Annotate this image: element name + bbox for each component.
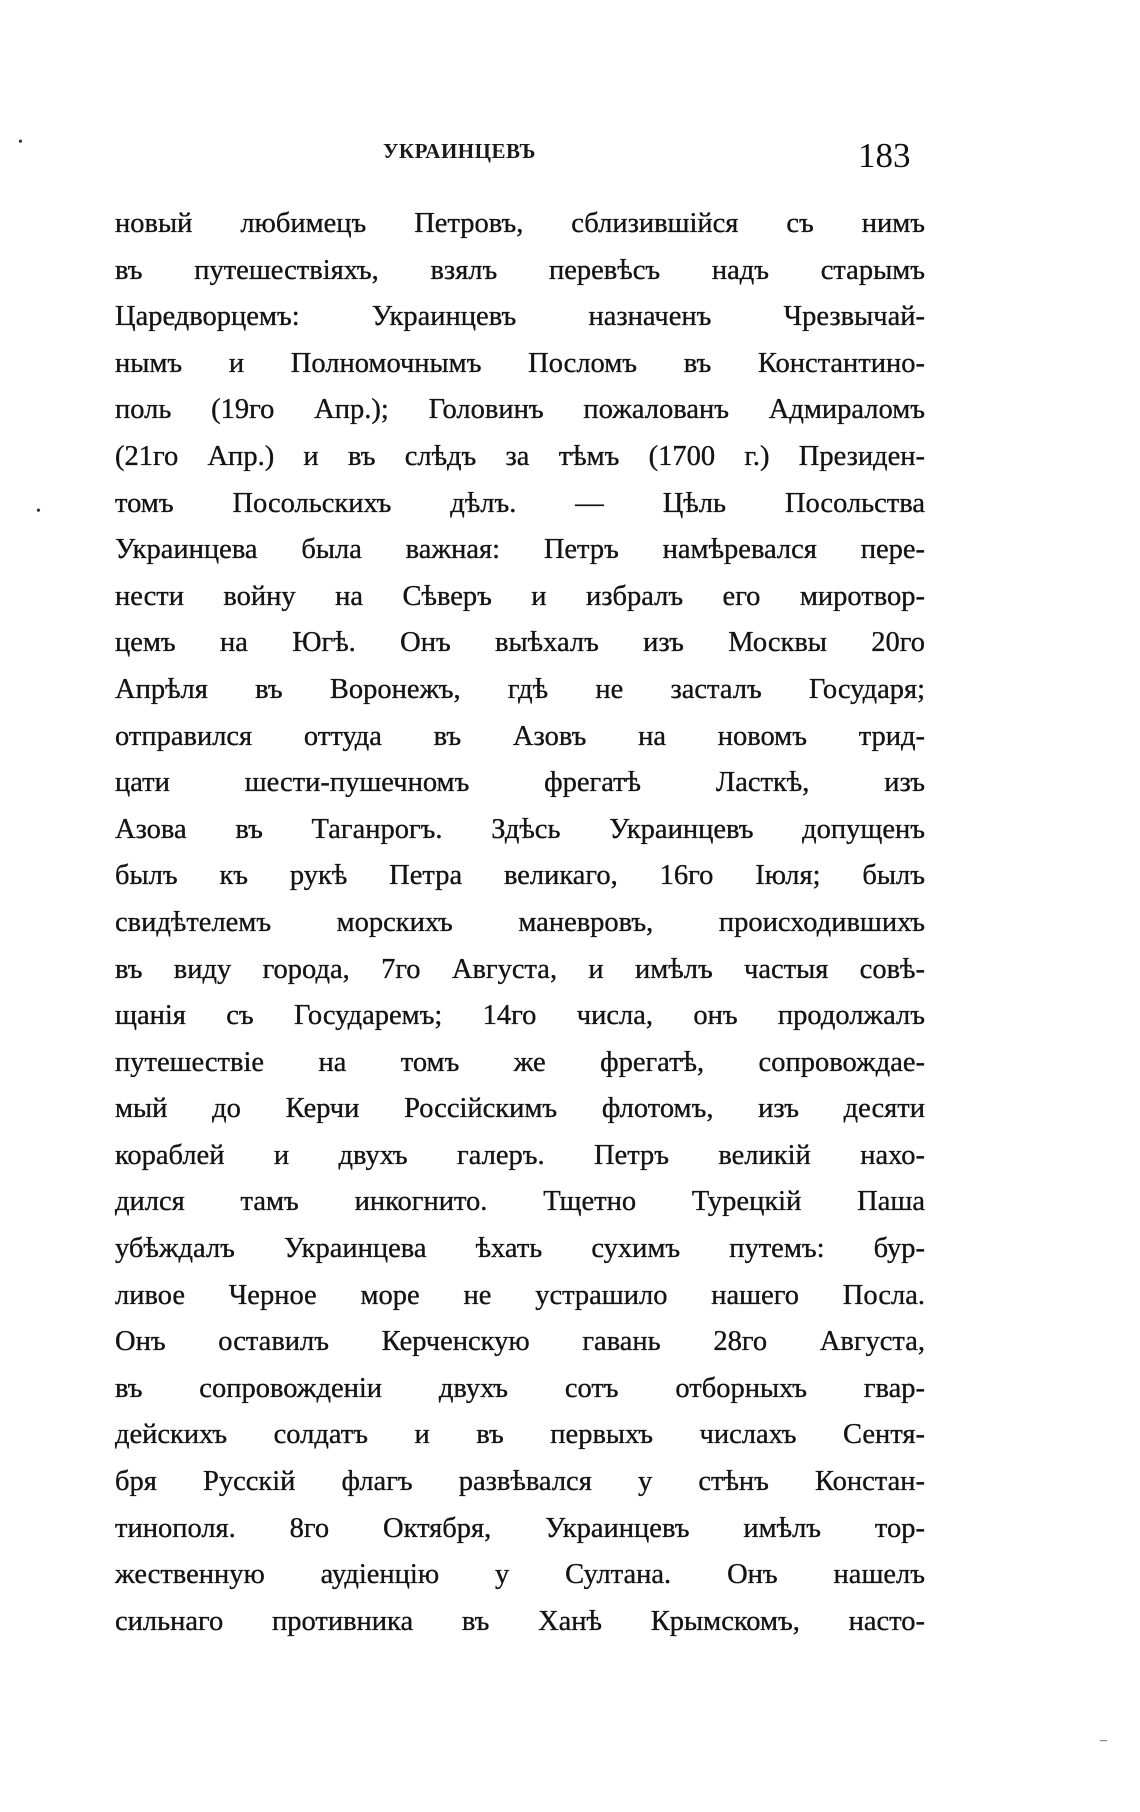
text-line: въ путешествіяхъ, взялъ перевѣсъ надъ старымъ [115,254,925,286]
text-line: томъ Посольскихъ дѣлъ. — Цѣль Посольства [115,487,925,519]
margin-speck: • [18,135,23,150]
margin-speck: – [1100,1733,1107,1748]
text-line: дейскихъ солдатъ и въ первыхъ числахъ Сентя- [115,1419,925,1451]
text-line: былъ къ рукѣ Петра великаго, 16го Іюля; былъ [115,860,925,892]
text-line: путешествіе на томъ же фрегатѣ, сопровождае- [115,1046,925,1078]
text-line: дился тамъ инкогнито. Тщетно Турецкій Паша [115,1186,925,1218]
text-line: ливое Черное море не устрашило нашего Посла. [115,1279,925,1311]
text-line: тинополя. 8го Октября, Украинцевъ имѣлъ тор- [115,1512,925,1544]
text-line: щанія съ Государемъ; 14го числа, онъ продолжалъ [115,1000,925,1032]
text-line: (21го Апр.) и въ слѣдъ за тѣмъ (1700 г.) Президен- [115,440,925,472]
text-line: мый до Керчи Россійскимъ флотомъ, изъ десяти [115,1093,925,1125]
text-line: свидѣтелемъ морскихъ маневровъ, происходившихъ [115,906,925,938]
text-line: нымъ и Полномочнымъ Посломъ въ Константино- [115,347,925,379]
running-head: УКРАИНЦЕВЪ [383,139,536,163]
text-line: нести войну на Сѣверъ и избралъ его миротвор- [115,580,925,612]
text-line: цати шести-пушечномъ фрегатѣ Ласткѣ, изъ [115,767,925,799]
text-line: Азова въ Таганрогъ. Здѣсь Украинцевъ допущенъ [115,813,925,845]
text-line: Онъ оставилъ Керченскую гавань 28го Августа, [115,1326,925,1358]
text-line: сильнаго противника въ Ханѣ Крымскомъ, насто- [115,1605,925,1637]
text-line: жественную аудіенцію у Султана. Онъ нашелъ [115,1559,925,1591]
text-line: Царедворцемъ: Украинцевъ назначенъ Чрезвычай- [115,301,925,333]
page-number: 183 [858,136,911,175]
text-line: поль (19го Апр.); Головинъ пожалованъ Адмираломъ [115,394,925,426]
text-line: отправился оттуда въ Азовъ на новомъ трид- [115,720,925,752]
margin-speck: • [36,504,41,519]
text-line: кораблей и двухъ галеръ. Петръ великій нахо- [115,1139,925,1171]
body-text [115,201,925,1645]
text-line: бря Русскій флагъ развѣвался у стѣнъ Констан- [115,1466,925,1498]
text-line: убѣждалъ Украинцева ѣхать сухимъ путемъ: бур- [115,1233,925,1265]
text-line: новый любимецъ Петровъ, сблизившійся съ нимъ [115,208,925,239]
text-line: въ виду города, 7го Августа, и имѣлъ частыя совѣ- [115,953,925,985]
text-line: въ сопровожденіи двухъ сотъ отборныхъ гвар- [115,1372,925,1404]
text-line: Апрѣля въ Воронежъ, гдѣ не засталъ Государя; [115,673,925,705]
text-line: цемъ на Югѣ. Онъ выѣхалъ изъ Москвы 20го [115,627,925,659]
text-line: Украинцева была важная: Петръ намѣревался пере- [115,534,925,566]
